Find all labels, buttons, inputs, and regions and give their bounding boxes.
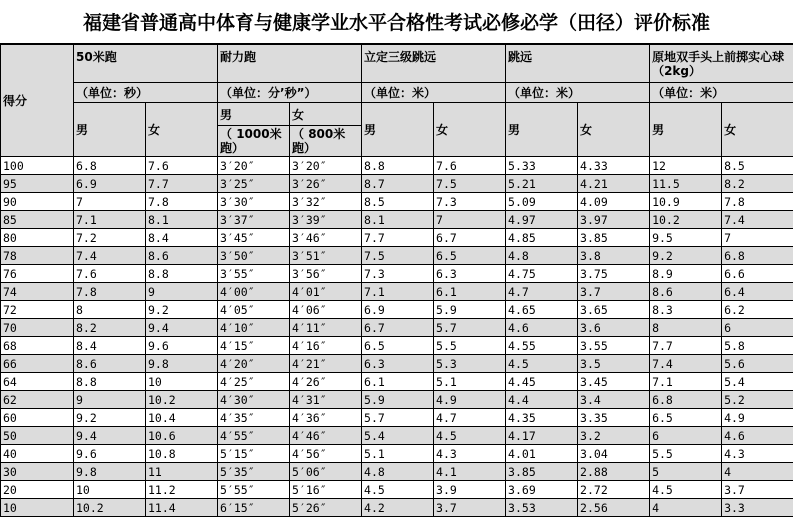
- value-cell: 4′30″: [218, 391, 290, 409]
- value-cell: 4.21: [578, 175, 650, 193]
- gender-male-shot-throw: 男: [650, 103, 722, 157]
- value-cell: 3.55: [578, 337, 650, 355]
- value-cell: 3.9: [434, 481, 506, 499]
- score-cell: 76: [1, 265, 74, 283]
- table-row: [1, 265, 793, 283]
- value-cell: 5.5: [434, 337, 506, 355]
- value-cell: 3.2: [578, 427, 650, 445]
- unit-shot-throw: （单位：米）: [650, 83, 793, 103]
- value-cell: 6.8: [74, 157, 146, 175]
- score-cell: 10: [1, 499, 74, 517]
- value-cell: 4′35″: [218, 409, 290, 427]
- value-cell: 7.8: [146, 193, 218, 211]
- value-cell: 8.3: [650, 301, 722, 319]
- table-row: [1, 193, 793, 211]
- gender-male-endurance: 男: [218, 103, 290, 126]
- value-cell: 12: [650, 157, 722, 175]
- value-cell: 5.4: [362, 427, 434, 445]
- value-cell: 4.45: [506, 373, 578, 391]
- value-cell: 7.1: [74, 211, 146, 229]
- value-cell: 5.21: [506, 175, 578, 193]
- value-cell: 3′26″: [290, 175, 362, 193]
- value-cell: 9: [74, 391, 146, 409]
- unit-long-jump: （单位：米）: [506, 83, 650, 103]
- event-header-endurance: 耐力跑: [218, 45, 362, 83]
- value-cell: 4′31″: [290, 391, 362, 409]
- value-cell: 8.6: [74, 355, 146, 373]
- table-row: [1, 463, 793, 481]
- value-cell: 4.5: [506, 355, 578, 373]
- table-header: [1, 45, 793, 157]
- value-cell: 2.72: [578, 481, 650, 499]
- gender-male-50m: 男: [74, 103, 146, 157]
- value-cell: 4.55: [506, 337, 578, 355]
- value-cell: 4.01: [506, 445, 578, 463]
- value-cell: 7.3: [362, 265, 434, 283]
- value-cell: 4.2: [362, 499, 434, 517]
- value-cell: 10.2: [74, 499, 146, 517]
- value-cell: 3′39″: [290, 211, 362, 229]
- value-cell: 4′36″: [290, 409, 362, 427]
- value-cell: 4′56″: [290, 445, 362, 463]
- score-cell: 50: [1, 427, 74, 445]
- value-cell: 8.8: [74, 373, 146, 391]
- value-cell: 5.1: [434, 373, 506, 391]
- value-cell: 6.3: [362, 355, 434, 373]
- value-cell: 3′46″: [290, 229, 362, 247]
- value-cell: 4.85: [506, 229, 578, 247]
- unit-endurance: （单位：分’秒”）: [218, 83, 362, 103]
- value-cell: 9.4: [146, 319, 218, 337]
- score-cell: 64: [1, 373, 74, 391]
- value-cell: 8.2: [74, 319, 146, 337]
- value-cell: 7.4: [722, 211, 793, 229]
- value-cell: 5: [650, 463, 722, 481]
- value-cell: 3.85: [578, 229, 650, 247]
- score-cell: 62: [1, 391, 74, 409]
- value-cell: 6.5: [434, 247, 506, 265]
- value-cell: 6: [650, 427, 722, 445]
- value-cell: 3′30″: [218, 193, 290, 211]
- value-cell: 10.6: [146, 427, 218, 445]
- score-cell: 80: [1, 229, 74, 247]
- value-cell: 4.33: [578, 157, 650, 175]
- table-row: [1, 175, 793, 193]
- value-cell: 4.5: [434, 427, 506, 445]
- value-cell: 3.5: [578, 355, 650, 373]
- value-cell: 3′32″: [290, 193, 362, 211]
- value-cell: 3′51″: [290, 247, 362, 265]
- value-cell: 4′55″: [218, 427, 290, 445]
- gender-female-triple-jump: 女: [434, 103, 506, 157]
- table-row: [1, 373, 793, 391]
- value-cell: 6.7: [362, 319, 434, 337]
- value-cell: 6.5: [362, 337, 434, 355]
- value-cell: 8.8: [146, 265, 218, 283]
- value-cell: 9.2: [650, 247, 722, 265]
- score-column-header: 得分: [1, 45, 74, 157]
- event-header-shot-throw: 原地双手头上前掷实心球（2kg）: [650, 45, 793, 83]
- value-cell: 4.4: [506, 391, 578, 409]
- value-cell: 4.75: [506, 265, 578, 283]
- value-cell: 11: [146, 463, 218, 481]
- value-cell: 10: [74, 481, 146, 499]
- value-cell: 4.35: [506, 409, 578, 427]
- value-cell: 4.5: [362, 481, 434, 499]
- value-cell: 3.6: [578, 319, 650, 337]
- value-cell: 9: [146, 283, 218, 301]
- value-cell: 4.5: [650, 481, 722, 499]
- score-cell: 66: [1, 355, 74, 373]
- value-cell: 4.17: [506, 427, 578, 445]
- value-cell: 8: [74, 301, 146, 319]
- distance-female-800m: （ 800米跑）: [290, 126, 362, 157]
- event-header-50m: 50米跑: [74, 45, 218, 83]
- value-cell: 7.3: [434, 193, 506, 211]
- value-cell: 10.9: [650, 193, 722, 211]
- value-cell: 6.1: [434, 283, 506, 301]
- value-cell: 5′06″: [290, 463, 362, 481]
- value-cell: 8.5: [722, 157, 793, 175]
- value-cell: 3′56″: [290, 265, 362, 283]
- value-cell: 8.9: [650, 265, 722, 283]
- table-row: [1, 427, 793, 445]
- evaluation-table: [0, 44, 793, 517]
- value-cell: 3.69: [506, 481, 578, 499]
- value-cell: 7: [74, 193, 146, 211]
- value-cell: 3.8: [578, 247, 650, 265]
- value-cell: 7.6: [434, 157, 506, 175]
- score-cell: 95: [1, 175, 74, 193]
- table-row: [1, 499, 793, 517]
- value-cell: 6.3: [434, 265, 506, 283]
- value-cell: 8.4: [74, 337, 146, 355]
- score-cell: 72: [1, 301, 74, 319]
- value-cell: 7.2: [74, 229, 146, 247]
- sheet-title: 福建省普通高中体育与健康学业水平合格性考试必修必学（田径）评价标准: [0, 0, 793, 44]
- value-cell: 7.4: [650, 355, 722, 373]
- table-row: [1, 283, 793, 301]
- value-cell: 6: [722, 319, 793, 337]
- value-cell: 4′06″: [290, 301, 362, 319]
- value-cell: 6.7: [434, 229, 506, 247]
- value-cell: 9.8: [146, 355, 218, 373]
- score-cell: 85: [1, 211, 74, 229]
- score-cell: 40: [1, 445, 74, 463]
- value-cell: 3′50″: [218, 247, 290, 265]
- gender-male-long-jump: 男: [506, 103, 578, 157]
- unit-triple-jump: （单位：米）: [362, 83, 506, 103]
- table-row: [1, 229, 793, 247]
- value-cell: 10.2: [650, 211, 722, 229]
- distance-male-1000m: （ 1000米跑）: [218, 126, 290, 157]
- value-cell: 9.2: [146, 301, 218, 319]
- value-cell: 10.2: [146, 391, 218, 409]
- table-row: [1, 157, 793, 175]
- value-cell: 7.5: [434, 175, 506, 193]
- table-row: [1, 247, 793, 265]
- value-cell: 4′16″: [290, 337, 362, 355]
- value-cell: 6′15″: [218, 499, 290, 517]
- value-cell: 10.4: [146, 409, 218, 427]
- table-row: [1, 445, 793, 463]
- value-cell: 7.7: [650, 337, 722, 355]
- value-cell: 5.9: [362, 391, 434, 409]
- event-header-long-jump: 跳远: [506, 45, 650, 83]
- value-cell: 4′20″: [218, 355, 290, 373]
- value-cell: 6.4: [722, 283, 793, 301]
- table-row: [1, 211, 793, 229]
- value-cell: 4′15″: [218, 337, 290, 355]
- value-cell: 7: [434, 211, 506, 229]
- value-cell: 10.8: [146, 445, 218, 463]
- value-cell: 3.65: [578, 301, 650, 319]
- value-cell: 8.4: [146, 229, 218, 247]
- score-cell: 20: [1, 481, 74, 499]
- value-cell: 4.6: [506, 319, 578, 337]
- value-cell: 5.09: [506, 193, 578, 211]
- value-cell: 5.6: [722, 355, 793, 373]
- value-cell: 3.75: [578, 265, 650, 283]
- value-cell: 9.6: [146, 337, 218, 355]
- value-cell: 8.1: [146, 211, 218, 229]
- gender-male-triple-jump: 男: [362, 103, 434, 157]
- value-cell: 9.5: [650, 229, 722, 247]
- value-cell: 8.2: [722, 175, 793, 193]
- table-row: [1, 319, 793, 337]
- value-cell: 3.45: [578, 373, 650, 391]
- value-cell: 3′20″: [218, 157, 290, 175]
- value-cell: 4.3: [722, 445, 793, 463]
- value-cell: 3.85: [506, 463, 578, 481]
- value-cell: 4.7: [434, 409, 506, 427]
- value-cell: 3.04: [578, 445, 650, 463]
- value-cell: 5.7: [434, 319, 506, 337]
- value-cell: 6.6: [722, 265, 793, 283]
- value-cell: 11.4: [146, 499, 218, 517]
- value-cell: 7.4: [74, 247, 146, 265]
- value-cell: 3.3: [722, 499, 793, 517]
- value-cell: 5′15″: [218, 445, 290, 463]
- value-cell: 4′00″: [218, 283, 290, 301]
- value-cell: 4′25″: [218, 373, 290, 391]
- value-cell: 3.53: [506, 499, 578, 517]
- table-body: [1, 157, 793, 517]
- value-cell: 5.8: [722, 337, 793, 355]
- score-cell: 90: [1, 193, 74, 211]
- value-cell: 3′37″: [218, 211, 290, 229]
- value-cell: 4.97: [506, 211, 578, 229]
- value-cell: 6.8: [650, 391, 722, 409]
- value-cell: 4.65: [506, 301, 578, 319]
- table-row: [1, 481, 793, 499]
- value-cell: 8.8: [362, 157, 434, 175]
- value-cell: 4.7: [506, 283, 578, 301]
- value-cell: 8.5: [362, 193, 434, 211]
- value-cell: 5.1: [362, 445, 434, 463]
- value-cell: 4′10″: [218, 319, 290, 337]
- value-cell: 5.3: [434, 355, 506, 373]
- value-cell: 4.3: [434, 445, 506, 463]
- value-cell: 8.6: [650, 283, 722, 301]
- value-cell: 5′35″: [218, 463, 290, 481]
- value-cell: 3.4: [578, 391, 650, 409]
- value-cell: 5.5: [650, 445, 722, 463]
- value-cell: 7.1: [362, 283, 434, 301]
- unit-50m: （单位：秒）: [74, 83, 218, 103]
- value-cell: 6.9: [74, 175, 146, 193]
- score-cell: 60: [1, 409, 74, 427]
- value-cell: 3′20″: [290, 157, 362, 175]
- value-cell: 7: [722, 229, 793, 247]
- value-cell: 9.2: [74, 409, 146, 427]
- value-cell: 8: [650, 319, 722, 337]
- value-cell: 4.09: [578, 193, 650, 211]
- value-cell: 2.88: [578, 463, 650, 481]
- value-cell: 3.35: [578, 409, 650, 427]
- value-cell: 2.56: [578, 499, 650, 517]
- value-cell: 4.9: [722, 409, 793, 427]
- gender-female-long-jump: 女: [578, 103, 650, 157]
- value-cell: 3′45″: [218, 229, 290, 247]
- value-cell: 5′55″: [218, 481, 290, 499]
- table-row: [1, 391, 793, 409]
- value-cell: 5.2: [722, 391, 793, 409]
- value-cell: 11.5: [650, 175, 722, 193]
- value-cell: 6.9: [362, 301, 434, 319]
- value-cell: 3.97: [578, 211, 650, 229]
- value-cell: 6.5: [650, 409, 722, 427]
- event-header-triple-jump: 立定三级跳远: [362, 45, 506, 83]
- value-cell: 4′46″: [290, 427, 362, 445]
- value-cell: 9.6: [74, 445, 146, 463]
- value-cell: 3′55″: [218, 265, 290, 283]
- value-cell: 8.1: [362, 211, 434, 229]
- value-cell: 3.7: [578, 283, 650, 301]
- value-cell: 4: [722, 463, 793, 481]
- score-cell: 100: [1, 157, 74, 175]
- table-row: [1, 409, 793, 427]
- table-row: [1, 355, 793, 373]
- value-cell: 5′26″: [290, 499, 362, 517]
- value-cell: 11.2: [146, 481, 218, 499]
- table-row: [1, 301, 793, 319]
- value-cell: 6.8: [722, 247, 793, 265]
- value-cell: 4′01″: [290, 283, 362, 301]
- score-cell: 78: [1, 247, 74, 265]
- value-cell: 7.8: [74, 283, 146, 301]
- value-cell: 8.6: [146, 247, 218, 265]
- table-row: [1, 337, 793, 355]
- value-cell: 4.1: [434, 463, 506, 481]
- value-cell: 7.5: [362, 247, 434, 265]
- value-cell: 7.1: [650, 373, 722, 391]
- value-cell: 4′05″: [218, 301, 290, 319]
- value-cell: 7.8: [722, 193, 793, 211]
- value-cell: 4′11″: [290, 319, 362, 337]
- value-cell: 4.8: [362, 463, 434, 481]
- value-cell: 5.4: [722, 373, 793, 391]
- gender-female-shot-throw: 女: [722, 103, 793, 157]
- value-cell: 4.9: [434, 391, 506, 409]
- value-cell: 6.1: [362, 373, 434, 391]
- score-cell: 68: [1, 337, 74, 355]
- value-cell: 7.7: [362, 229, 434, 247]
- score-cell: 70: [1, 319, 74, 337]
- value-cell: 5.33: [506, 157, 578, 175]
- value-cell: 3.7: [434, 499, 506, 517]
- value-cell: 9.8: [74, 463, 146, 481]
- value-cell: 4.8: [506, 247, 578, 265]
- value-cell: 7.6: [146, 157, 218, 175]
- value-cell: 6.2: [722, 301, 793, 319]
- value-cell: 3.7: [722, 481, 793, 499]
- score-cell: 74: [1, 283, 74, 301]
- score-cell: 30: [1, 463, 74, 481]
- value-cell: 10: [146, 373, 218, 391]
- value-cell: 7.6: [74, 265, 146, 283]
- value-cell: 4′21″: [290, 355, 362, 373]
- value-cell: 4.6: [722, 427, 793, 445]
- value-cell: 4′26″: [290, 373, 362, 391]
- value-cell: 7.7: [146, 175, 218, 193]
- gender-female-50m: 女: [146, 103, 218, 157]
- gender-female-endurance: 女: [290, 103, 362, 126]
- value-cell: 4: [650, 499, 722, 517]
- value-cell: 9.4: [74, 427, 146, 445]
- value-cell: 5.7: [362, 409, 434, 427]
- value-cell: 8.7: [362, 175, 434, 193]
- value-cell: 3′25″: [218, 175, 290, 193]
- value-cell: 5.9: [434, 301, 506, 319]
- value-cell: 5′16″: [290, 481, 362, 499]
